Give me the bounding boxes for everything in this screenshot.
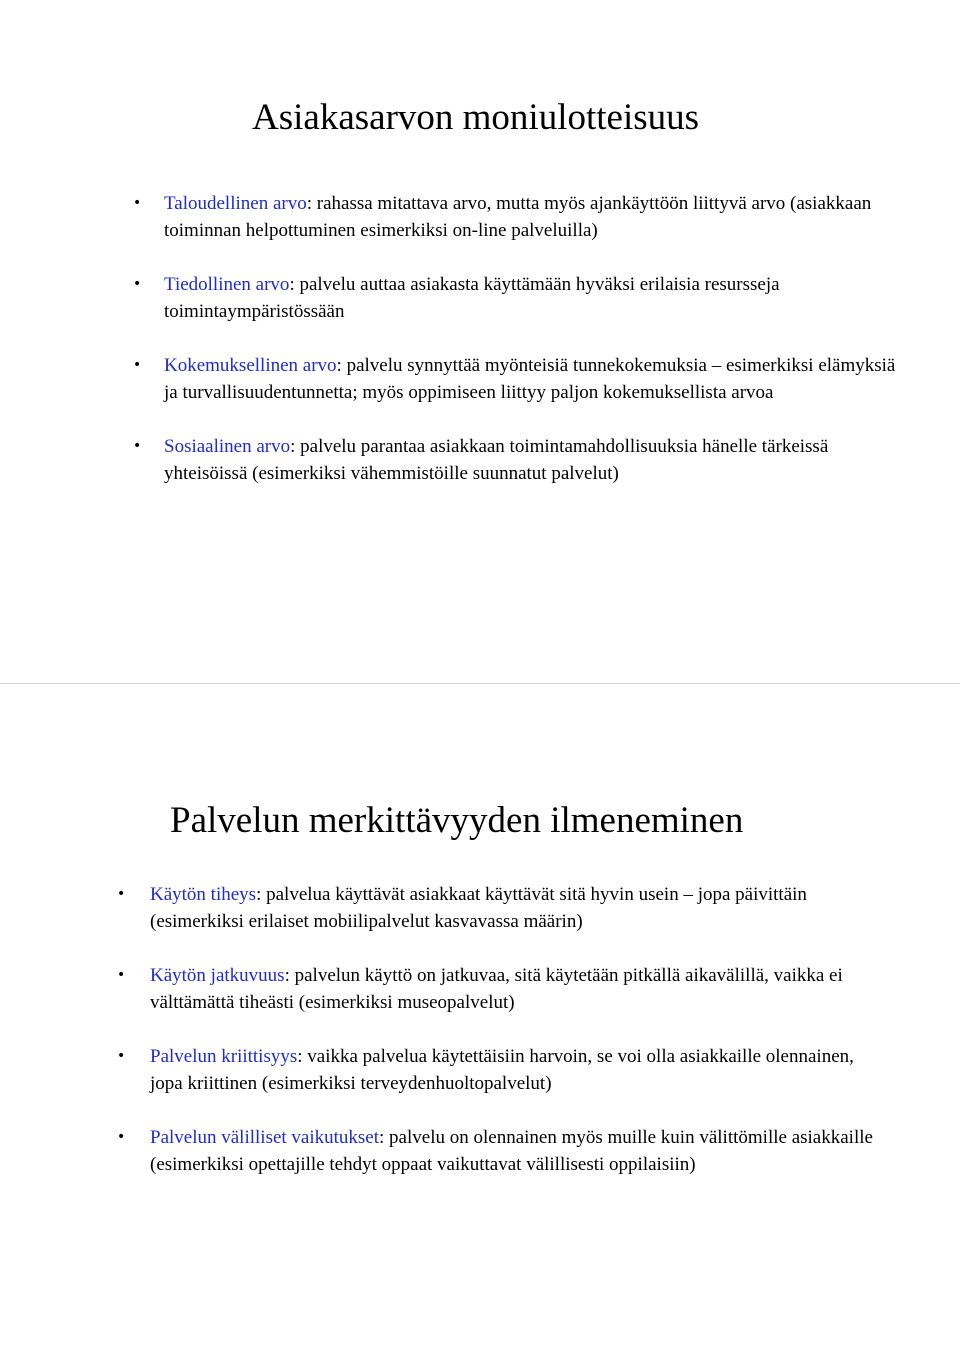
bullet-list (133, 190, 904, 514)
list-item (133, 271, 904, 325)
bullet-dot-icon: • (133, 195, 142, 211)
bullet-term: Käytön tiheys (150, 884, 257, 905)
bullet-dot-icon: • (117, 1048, 126, 1064)
slide-title: Asiakasarvon moniulotteisuus (252, 97, 700, 138)
bullet-text: : palvelu auttaa asiakasta käyttämään hyväksi erilaisia resursseja toimintaympäristössään (164, 274, 780, 322)
bullet-text: : palvelu on olennainen myös muille kuin välittömille asiakkaille (esimerkiksi opettajille tehdyt oppaat vaikuttavat välillisesti oppilaisiin) (150, 1127, 873, 1175)
slide-title: Palvelun merkittävyyden ilmeneminen (170, 800, 744, 841)
list-item (117, 881, 890, 935)
bullet-term: Sosiaalinen arvo (164, 436, 291, 457)
bullet-text: : palvelu synnyttää myönteisiä tunnekokemuksia – esimerkiksi elämyksiä ja turvallisuudentunnetta; myös oppimiseen liittyy paljon kokemuksellista arvoa (164, 355, 896, 403)
bullet-term: Kokemuksellinen arvo (164, 355, 337, 376)
list-item (133, 352, 904, 406)
bullet-dot-icon: • (117, 967, 126, 983)
bullet-text: : palvelua käyttävät asiakkaat käyttävät sitä hyvin usein – jopa päivittäin (esimerkiksi erilaiset mobiilipalvelut kasvavassa määrin) (150, 884, 807, 932)
bullet-term: Palvelun välilliset vaikutukset (150, 1127, 380, 1148)
bullet-term: Taloudellinen arvo (164, 193, 307, 214)
bullet-text: : palvelun käyttö on jatkuvaa, sitä käytetään pitkällä aikavälillä, vaikka ei välttämättä tiheästi (esimerkiksi museopalvelut) (150, 965, 843, 1013)
bullet-term: Tiedollinen arvo (164, 274, 290, 295)
list-item (133, 433, 904, 487)
bullet-term: Käytön jatkuvuus (150, 965, 285, 986)
bullet-dot-icon: • (133, 357, 142, 373)
slide-asiakasarvo (0, 0, 960, 683)
bullet-dot-icon: • (117, 886, 126, 902)
bullet-term: Palvelun kriittisyys (150, 1046, 298, 1067)
bullet-text: : vaikka palvelua käytettäisiin harvoin, se voi olla asiakkaille olennainen, jopa kriittinen (esimerkiksi terveydenhuoltopalvelut) (150, 1046, 854, 1094)
slide-merkittavyys (0, 684, 960, 1367)
list-item (117, 1043, 890, 1097)
bullet-dot-icon: • (133, 438, 142, 454)
bullet-dot-icon: • (117, 1129, 126, 1145)
bullet-dot-icon: • (133, 276, 142, 292)
bullet-text: : rahassa mitattava arvo, mutta myös ajankäyttöön liittyvä arvo (asiakkaan toiminnan helpottuminen esimerkiksi on-line palveluilla) (164, 193, 872, 241)
bullet-list (117, 881, 890, 1205)
list-item (117, 1124, 890, 1178)
bullet-text: : palvelu parantaa asiakkaan toimintamahdollisuuksia hänelle tärkeissä yhteisöissä (esimerkiksi vähemmistöille suunnatut palvelut) (164, 436, 829, 484)
list-item (117, 962, 890, 1016)
list-item (133, 190, 904, 244)
